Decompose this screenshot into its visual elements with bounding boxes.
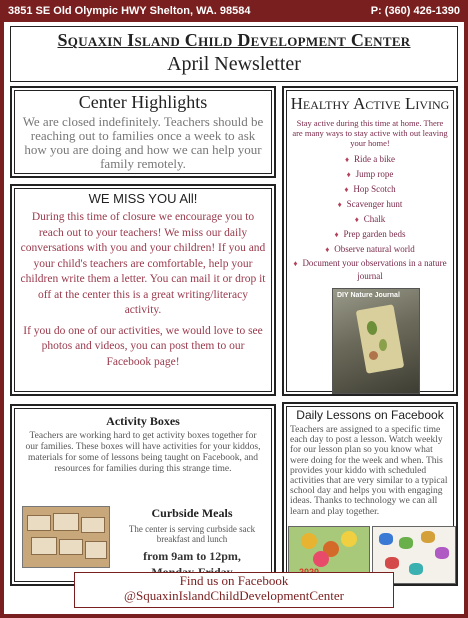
top-bar <box>0 0 468 22</box>
footer-line: Find us on Facebook <box>179 573 289 588</box>
diamond-bullet-icon: ♦ <box>337 200 342 209</box>
facebook-footer <box>74 572 394 608</box>
daily-lessons-section <box>282 402 458 586</box>
phone-text: P: (360) 426-1390 <box>370 5 460 17</box>
list-item: ♦ Ride a bike <box>344 154 396 164</box>
curbside-meals-desc: The center is serving curbside sack breakfast and lunch <box>128 524 256 544</box>
activity-boxes-intro: Teachers are working hard to get activity boxes together for our families. These boxes will have activities for your kiddos, materials for some of lessons being taught on Facebook, and resources for families during this strange time. <box>25 431 261 474</box>
list-item: ♦ Hop Scotch <box>344 184 396 194</box>
we-miss-you-section <box>10 184 276 396</box>
address-text: 3851 SE Old Olympic HWY Shelton, WA. 98584 <box>8 5 251 17</box>
diamond-bullet-icon: ♦ <box>346 170 351 179</box>
daily-lessons-body: Teachers are assigned to a specific time each day to post a lesson. Watch weekly for our lesson plan so you know what were doing for the week and when. This provides your kiddo with scheduled activities that are very similar to a typical school day and helps you with engaging ideas. Thanks to technology we can all learn and play together. <box>290 425 448 517</box>
nature-journal-image <box>332 288 420 394</box>
newsletter-title: April Newsletter <box>167 53 301 75</box>
we-miss-you-paragraph: During this time of closure we encourage you to reach out to your teachers! We miss our daily conversations with you and your children! If you and your child's teachers are comfortable, help your children write them a letter. You can mail it or drop it off at the center this is a great writing/literacy activity. <box>20 211 266 316</box>
diamond-bullet-icon: ♦ <box>293 259 298 268</box>
activity-boxes-heading: Activity Boxes <box>106 414 180 428</box>
diamond-bullet-icon: ♦ <box>344 185 349 194</box>
activity-list <box>284 152 456 282</box>
curbside-meals-heading: Curbside Meals <box>151 506 233 520</box>
curbside-time: from 9am to 12pm, <box>143 549 241 563</box>
diamond-bullet-icon: ♦ <box>334 230 339 239</box>
leaf-icon <box>379 339 387 351</box>
center-highlights-section <box>10 86 276 178</box>
diamond-bullet-icon: ♦ <box>354 215 359 224</box>
we-miss-you-heading: WE MISS YOU All! <box>88 191 198 206</box>
list-item: ♦ Prep garden beds <box>334 229 406 239</box>
list-item: ♦ Jump rope <box>346 169 394 179</box>
list-item: ♦ Scavenger hunt <box>337 199 403 209</box>
diamond-bullet-icon: ♦ <box>344 155 350 164</box>
we-miss-you-body <box>12 206 274 370</box>
newsletter-page <box>4 22 464 614</box>
we-miss-you-paragraph: If you do one of our activities, we would love to see photos and videos, you can post them to our Facebook page! <box>23 324 263 368</box>
healthy-active-living-section <box>282 86 458 396</box>
list-item: ♦ Chalk <box>354 214 386 224</box>
list-item: ♦ Observe natural world <box>325 244 415 254</box>
organization-title: Squaxin Island Child Development Center <box>57 30 411 50</box>
nature-journal-label: DIY Nature Journal <box>337 292 400 299</box>
center-highlights-heading: Center Highlights <box>78 92 208 112</box>
daily-lessons-heading: Daily Lessons on Facebook <box>296 408 444 422</box>
leaf-icon <box>369 351 378 360</box>
facebook-handle[interactable]: @SquaxinIslandChildDevelopmentCenter <box>124 588 344 603</box>
center-highlights-body: We are closed indefinitely. Teachers should be reaching out to families once a week to ask how you are doing and how we can help your family remotely. <box>22 114 264 171</box>
list-item: ♦ Document your observations in a nature journal <box>293 258 447 281</box>
activity-boxes-section <box>10 404 276 586</box>
healthy-active-living-heading: Healthy Active Living <box>290 94 450 113</box>
diamond-bullet-icon: ♦ <box>325 245 330 254</box>
title-box <box>10 26 458 82</box>
healthy-active-living-intro: Stay active during this time at home. There are many ways to stay active with out leaving your home! <box>292 118 448 148</box>
activity-boxes-image <box>22 506 110 568</box>
